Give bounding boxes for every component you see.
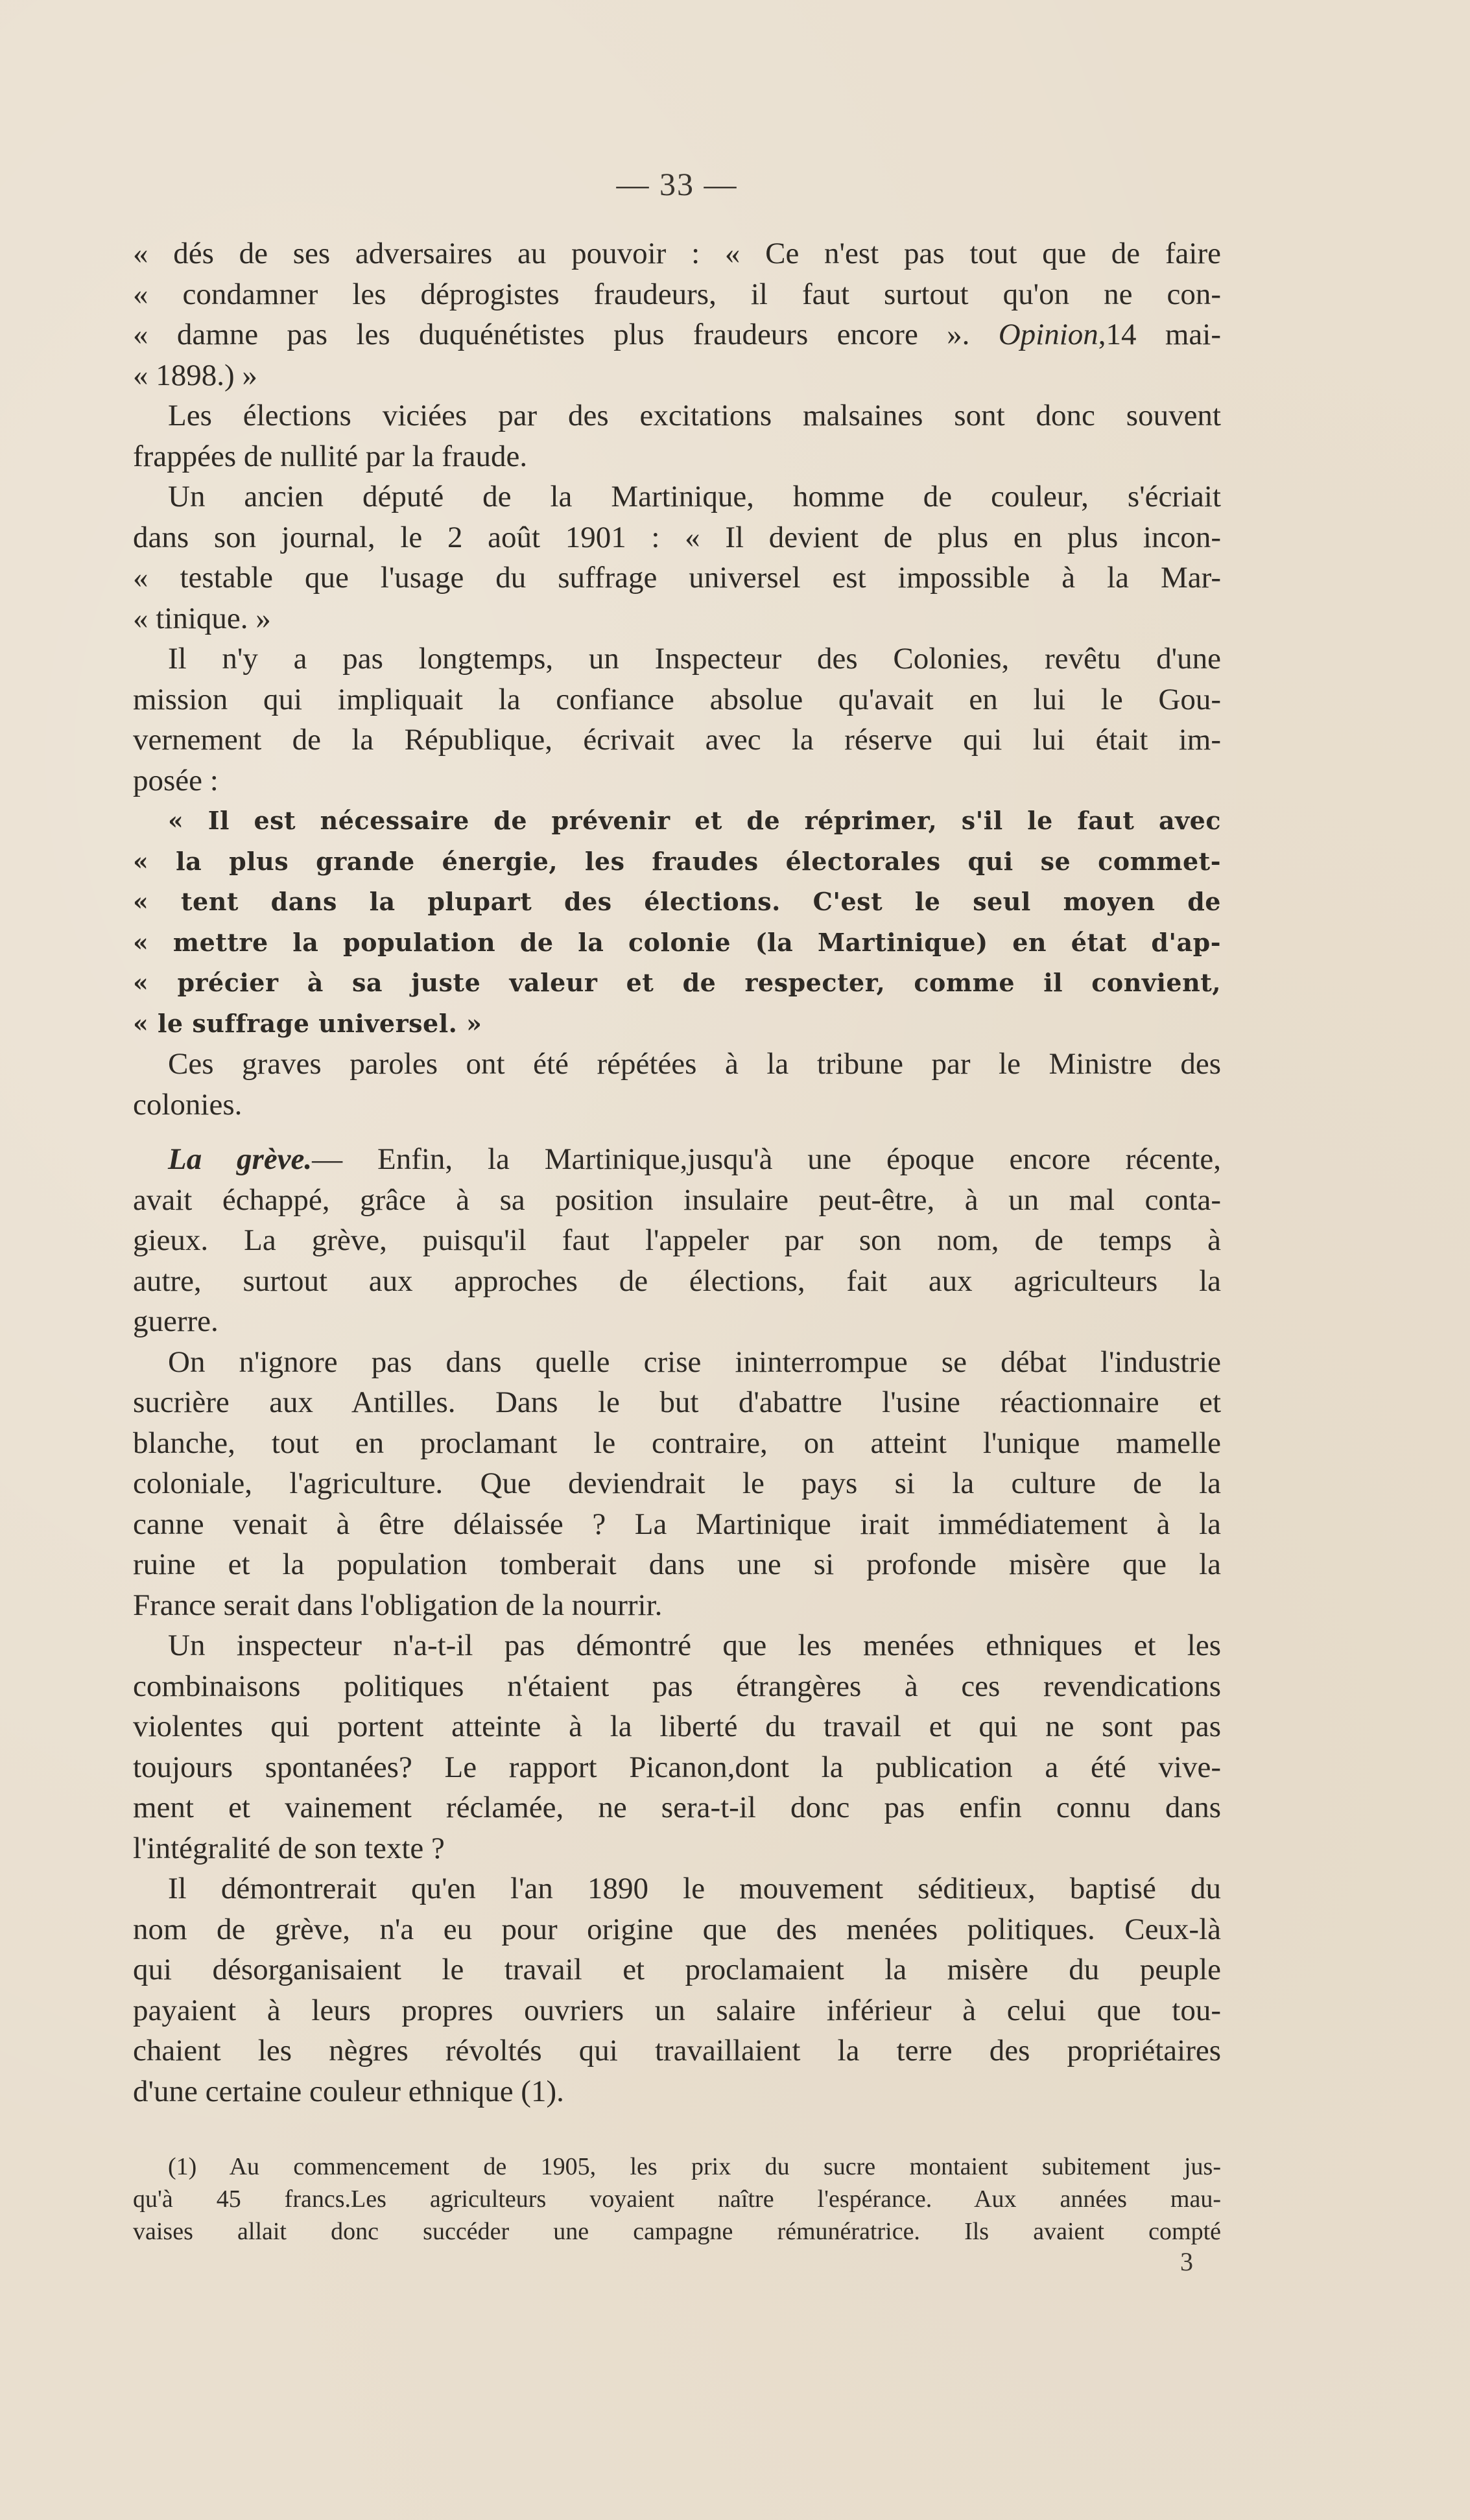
text-line: l'intégralité de son texte ? xyxy=(133,1831,445,1865)
text-line: Ces graves paroles ont été répétées à la tribune par le Ministre des xyxy=(168,1047,1221,1081)
text-line: frappées de nullité par la fraude. xyxy=(133,439,528,473)
footnote-line: (1) Au commencement de 1905, les prix du sucre montaient subitement jus- xyxy=(168,2153,1221,2180)
text-line: dans son journal, le 2 août 1901 : « Il devient de plus en plus incon- xyxy=(133,520,1221,554)
text-line: Un ancien député de la Martinique, homme de couleur, s'écriait xyxy=(168,480,1221,513)
text-line: « testable que l'usage du suffrage universel est impossible à la Mar- xyxy=(133,561,1221,595)
text-line xyxy=(133,1139,1221,1180)
paragraph xyxy=(133,1044,1221,1125)
text-line: coloniale, l'agriculture. Que deviendrait le pays si la culture de la xyxy=(133,1466,1221,1500)
text-line: blanche, tout en proclamant le contraire, on atteint l'unique mamelle xyxy=(133,1426,1221,1460)
text-line: « 1898.) » xyxy=(133,358,257,392)
footnote xyxy=(133,2150,1221,2248)
text-line: Il démontrerait qu'en l'an 1890 le mouvement séditieux, baptisé du xyxy=(168,1872,1221,1905)
text-line: toujours spontanées? Le rapport Picanon,dont la publication a été vive- xyxy=(133,1750,1221,1784)
text-line: qui désorganisaient le travail et proclamaient la misère du peuple xyxy=(133,1953,1221,1986)
text-line: « condamner les déprogistes fraudeurs, il faut surtout qu'on ne con- xyxy=(133,277,1221,311)
paragraph-continued-quote xyxy=(133,233,1221,395)
text-line: On n'ignore pas dans quelle crise ininterrompue se débat l'industrie xyxy=(168,1345,1221,1379)
quote-line: « mettre la population de la colonie (la Martinique) en état d'ap- xyxy=(133,927,1221,957)
text-fragment: — Enfin, la Martinique,jusqu'à une époque encore récente, xyxy=(312,1142,1221,1176)
paragraph xyxy=(133,1868,1221,2112)
text-line: avait échappé, grâce à sa position insulaire peut-être, à un mal conta- xyxy=(133,1183,1221,1217)
text-line: autre, surtout aux approches de élections, fait aux agriculteurs la xyxy=(133,1264,1221,1298)
citation-source: Opinion xyxy=(998,318,1098,351)
quote-line: « précier à sa juste valeur et de respecter, comme il convient, xyxy=(133,968,1221,997)
paragraph xyxy=(133,477,1221,639)
text-line: Un inspecteur n'a-t-il pas démontré que les menées ethniques et les xyxy=(168,1629,1221,1662)
text-fragment: « damne pas les duquénétistes plus fraudeurs encore ». xyxy=(133,318,999,351)
quote-line: « le suffrage universel. » xyxy=(133,1008,482,1038)
bold-quotation xyxy=(133,801,1221,1044)
paragraph xyxy=(133,1342,1221,1626)
text-line: mission qui impliquait la confiance absolue qu'avait en lui le Gou- xyxy=(133,682,1221,716)
section-spacer xyxy=(133,1125,1221,1139)
page-number: — 33 — xyxy=(616,166,738,202)
text-line: « dés de ses adversaires au pouvoir : « Ce n'est pas tout que de faire xyxy=(133,237,1221,270)
text-line: guerre. xyxy=(133,1304,219,1338)
text-line xyxy=(133,314,1221,355)
text-line: sucrière aux Antilles. Dans le but d'abattre l'usine réactionnaire et xyxy=(133,1385,1221,1419)
text-line: Il n'y a pas longtemps, un Inspecteur des Colonies, revêtu d'une xyxy=(168,642,1221,676)
text-line: Les élections viciées par des excitations malsaines sont donc souvent xyxy=(168,399,1221,432)
quote-line: « la plus grande énergie, les fraudes électorales qui se commet- xyxy=(133,846,1221,876)
text-line: chaient les nègres révoltés qui travaillaient la terre des propriétaires xyxy=(133,2034,1221,2067)
footnote-line: vaises allait donc succéder une campagne rémunératrice. Ils avaient compté xyxy=(133,2218,1221,2245)
signature-mark: 3 xyxy=(1180,2247,1193,2276)
text-line: ment et vainement réclamée, ne sera-t-il donc pas enfin connu dans xyxy=(133,1791,1221,1824)
text-line: « tinique. » xyxy=(133,601,271,635)
paragraph xyxy=(133,639,1221,801)
section-la-greve xyxy=(133,1139,1221,1342)
section-title: La grève. xyxy=(168,1142,313,1176)
text-line: ruine et la population tomberait dans une si profonde misère que la xyxy=(133,1548,1221,1581)
text-line: nom de grève, n'a eu pour origine que des menées politiques. Ceux-là xyxy=(133,1912,1221,1946)
footnote-line: qu'à 45 francs.Les agriculteurs voyaient naître l'espérance. Aux années mau- xyxy=(133,2185,1221,2213)
citation-date: ,14 mai- xyxy=(1098,318,1221,351)
quote-line: « tent dans la plupart des élections. C'est le seul moyen de xyxy=(133,887,1221,916)
quote-line: « Il est nécessaire de prévenir et de réprimer, s'il le faut avec xyxy=(168,806,1221,835)
body-text xyxy=(133,233,1221,2112)
text-line: colonies. xyxy=(133,1087,243,1122)
paragraph xyxy=(133,395,1221,477)
text-line: d'une certaine couleur ethnique (1). xyxy=(133,2074,564,2108)
text-line: canne venait à être délaissée ? La Martinique irait immédiatement à la xyxy=(133,1507,1221,1541)
text-line: violentes qui portent atteinte à la liberté du travail et qui ne sont pas xyxy=(133,1710,1221,1743)
text-line: France serait dans l'obligation de la nourrir. xyxy=(133,1588,663,1622)
text-line: posée : xyxy=(133,763,219,797)
text-line: vernement de la République, écrivait avec la réserve qui lui était im- xyxy=(133,723,1221,757)
paragraph xyxy=(133,1625,1221,1868)
text-line: payaient à leurs propres ouvriers un salaire inférieur à celui que tou- xyxy=(133,1993,1221,2027)
text-line: combinaisons politiques n'étaient pas étrangères à ces revendications xyxy=(133,1669,1221,1703)
text-line: gieux. La grève, puisqu'il faut l'appeler par son nom, de temps à xyxy=(133,1223,1221,1257)
